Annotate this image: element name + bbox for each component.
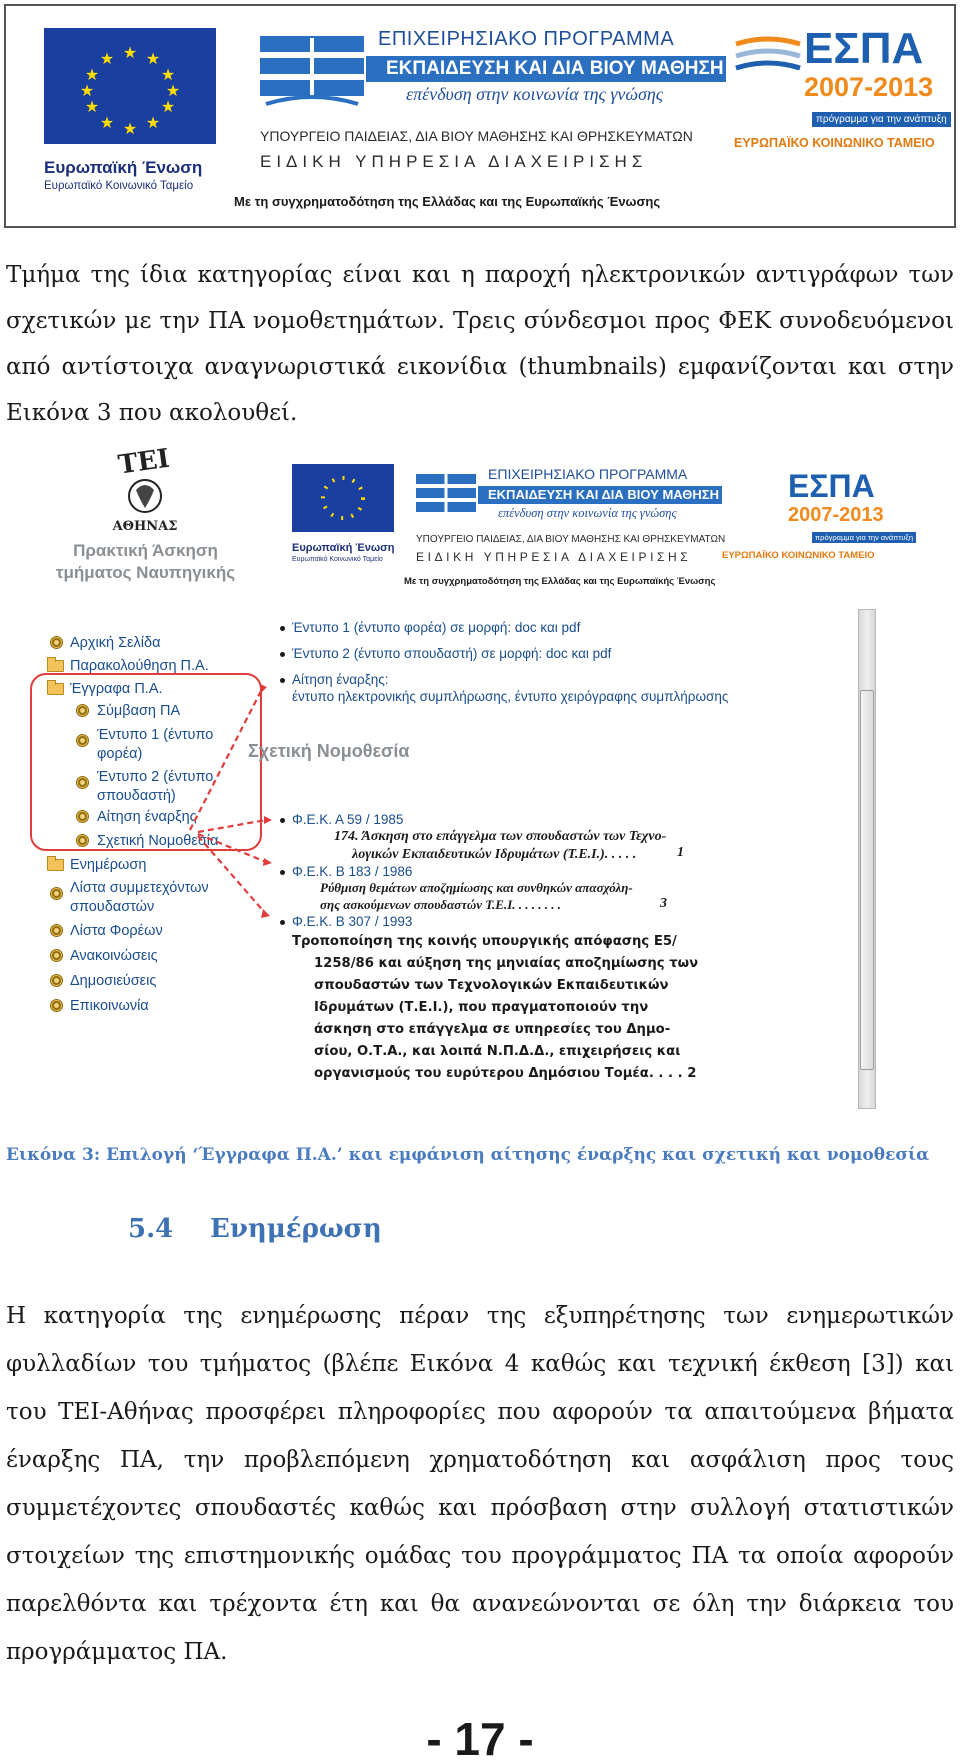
list-bullet-icon: [280, 920, 285, 925]
fek3-line: Τροποποίηση της κοινής υπουργικής απόφασης Ε5/: [292, 934, 677, 949]
sidebar-item-label: Ανακοινώσεις: [70, 948, 158, 964]
list-bullet-icon: [280, 652, 285, 657]
fek1-thumbnail-line1[interactable]: 174. Άσκηση στο επάγγελμα των σπουδαστών των Τεχνο-: [334, 829, 667, 844]
program-name: ΕΚΠΑΙΔΕΥΣΗ ΚΑΙ ΔΙΑ ΒΙΟΥ ΜΑΘΗΣΗ: [386, 58, 724, 79]
svg-text:ΑΘΗΝΑΣ: ΑΘΗΝΑΣ: [112, 519, 178, 534]
list-bullet-icon: [280, 678, 285, 683]
figure-program-title: ΕΠΙΧΕΙΡΗΣΙΑΚΟ ΠΡΟΓΡΑΜΜΑ: [488, 466, 688, 482]
scrollbar-thumb[interactable]: [860, 690, 874, 1070]
espa-logo-text: ΕΣΠΑ: [804, 24, 924, 73]
svg-text:★: ★: [84, 65, 100, 84]
svg-text:★: ★: [99, 113, 115, 132]
tei-caption-line1: Πρακτική Άσκηση: [73, 541, 218, 560]
sidebar-item-label: Έντυπο 2 (έντυπο: [97, 769, 214, 785]
link-form2[interactable]: Έντυπο 2 (έντυπο σπουδαστή) σε μορφή: doc και pdf: [292, 646, 612, 661]
sidebar-item-label: Αίτηση έναρξης: [97, 809, 197, 825]
content-panel: [248, 609, 862, 1119]
section-number: 5.4: [128, 1214, 174, 1244]
sidebar-item-label-cont: σπουδαστή): [97, 788, 176, 804]
figure-program-name: ΕΚΠΑΙΔΕΥΣΗ ΚΑΙ ΔΙΑ ΒΙΟΥ ΜΑΘΗΣΗ: [488, 487, 719, 502]
svg-text:★: ★: [160, 65, 176, 84]
cofunding-note: Με τη συγχρηματοδότηση της Ελλάδας και της Ευρωπαϊκής Ένωσης: [234, 194, 661, 209]
list-bullet-icon: [280, 870, 285, 875]
figure-espa-text: ΕΣΠΑ: [788, 468, 875, 504]
sidebar-item-label-cont: φορέα): [97, 746, 143, 762]
fek3-line: σπουδαστών των Τεχνολογικών Εκπαιδευτικών: [314, 978, 669, 993]
service-name: ΕΙΔΙΚΗ ΥΠΗΡΕΣΙΑ ΔΙΑΧΕΙΡΙΣΗΣ: [260, 152, 648, 171]
sidebar-item-label: Σχετική Νομοθεσία: [97, 833, 219, 849]
start-request-label: Αίτηση έναρξης:: [292, 672, 389, 687]
svg-text:★: ★: [122, 119, 138, 138]
sidebar-item-label: Λίστα συμμετεχόντων: [70, 880, 209, 896]
fek3-line: Ιδρυμάτων (Τ.Ε.Ι.), που πραγματοποιούν την: [314, 1000, 649, 1015]
link-fek-b183-1986[interactable]: Φ.Ε.Κ. Β 183 / 1986: [292, 864, 413, 879]
fek3-line: οργανισμούς του ευρύτερου Δημόσιου Τομέα. . . . 2: [314, 1066, 697, 1081]
figure-eu-title: Ευρωπαϊκή Ένωση: [292, 542, 395, 554]
espa-waves-icon: [734, 34, 802, 78]
link-form1[interactable]: Έντυπο 1 (έντυπο φορέα) σε μορφή: doc και pdf: [292, 620, 581, 635]
figure-espa-tagline: πρόγραμμα για την ανάπτυξη: [812, 532, 916, 543]
legislation-section-title: Σχετική Νομοθεσία: [248, 741, 410, 761]
svg-text:★: ★: [145, 113, 161, 132]
fek1-page-num: 1: [677, 845, 684, 860]
sidebar-item-label: Ενημέρωση: [70, 857, 147, 873]
tei-caption-line2: τμήματος Ναυπηγικής: [55, 563, 236, 582]
svg-text:★: ★: [122, 43, 138, 62]
sidebar-item-label-cont: σπουδαστών: [70, 899, 155, 915]
intro-paragraph: Τμήμα της ίδια κατηγορίας είναι και η παροχή ηλεκτρονικών αντιγράφων των σχετικών με την ΠΑ νομοθετημάτων. Τρεις σύνδεσμοι προς ΦΕΚ συνοδευόμενοι από αντίστοιχα αναγνωριστικά εικονίδια (thumbnails) εμφανίζονται και στην Εικόνα 3 που ακολουθεί.: [6, 262, 954, 426]
eu-title: Ευρωπαϊκή Ένωση: [44, 158, 203, 177]
fek3-line: 1258/86 και αύξηση της μηνιαίας αποζημίωσης των: [314, 956, 699, 971]
espa-years: 2007-2013: [804, 72, 934, 102]
sidebar-item-label: Λίστα Φορέων: [70, 923, 163, 939]
sidebar-item-label: Σύμβαση ΠΑ: [97, 703, 181, 719]
ministry-name: ΥΠΟΥΡΓΕΙΟ ΠΑΙΔΕΙΑΣ, ΔΙΑ ΒΙΟΥ ΜΑΘΗΣΗΣ ΚΑΙ ΘΡΗΣΚΕΥΜΑΤΩΝ: [260, 128, 693, 144]
figure-cofunding: Με τη συγχρηματοδότηση της Ελλάδας και της Ευρωπαϊκής Ένωσης: [404, 576, 716, 587]
figure-caption: Εικόνα 3: Επιλογή ‘Έγγραφα Π.Α.’ και εμφάνιση αίτησης έναρξης και σχετική και νομοθεσία: [6, 1145, 930, 1165]
espa-tagline: πρόγραμμα για την ανάπτυξη: [812, 112, 951, 127]
section-heading: [128, 1214, 382, 1244]
sidebar-item-label: Έγγραφα Π.Α.: [70, 681, 163, 697]
link-start-request-forms[interactable]: έντυπο ηλεκτρονικής συμπλήρωσης, έντυπο χειρόγραφης συμπλήρωσης: [292, 689, 729, 704]
svg-text:★: ★: [79, 81, 95, 100]
list-bullet-icon: [280, 818, 285, 823]
page-number: - 17 -: [426, 1713, 534, 1760]
sidebar-item-label: Επικοινωνία: [70, 998, 149, 1014]
section-paragraph: Η κατηγορία της ενημέρωσης πέραν της εξυπηρέτησης των ενημερωτικών φυλλαδίων του τμήματος (βλέπε Εικόνα 4 καθώς και τεχνική έκθεση [3]) και του ΤΕΙ-Αθήνας προσφέρει πληροφορίες που αφορούν τα απαιτούμενα βήματα έναρξης ΠΑ, την προβλεπόμενη χρηματοδότηση και ασφάλιση προς τους συμμετέχοντες σπουδαστές καθώς και πρόσβαση στην συλλογή στατιστικών στοιχείων της επιστημονικής ομάδας του προγράμματος ΠΑ τα οποία αφορούν παρελθόντα και τρέχοντα έτη και θα ανανεώνονται σε όλη την διάρκεια του προγράμματος ΠΑ.: [6, 1303, 954, 1665]
svg-text:★: ★: [145, 49, 161, 68]
sidebar-item-label: Έντυπο 1 (έντυπο: [97, 727, 214, 743]
eu-subtitle: Ευρωπαϊκό Κοινωνικό Ταμείο: [44, 180, 194, 192]
fek2-thumbnail-line2[interactable]: σης ασκούμενων σπουδαστών Τ.Ε.Ι. . . . . . . .: [320, 897, 562, 912]
sidebar-item-label: Παρακολούθηση Π.Α.: [70, 658, 209, 674]
list-bullet-icon: [280, 626, 285, 631]
figure-service: ΕΙΔΙΚΗ ΥΠΗΡΕΣΙΑ ΔΙΑΧΕΙΡΙΣΗΣ: [416, 550, 692, 564]
link-fek-a59-1985[interactable]: Φ.Ε.Κ. Α 59 / 1985: [292, 812, 404, 827]
fek2-page-num: 3: [660, 896, 667, 911]
figure-eu-subtitle: Ευρωπαϊκό Κοινωνικό Ταμείο: [292, 556, 383, 563]
svg-text:★: ★: [160, 97, 176, 116]
eu-logo-block: [44, 28, 224, 192]
figure-3-screenshot: [20, 444, 945, 1120]
fek2-thumbnail-line1[interactable]: Ρύθμιση θεμάτων αποζημίωσης και συνθηκών απασχόλη-: [320, 880, 633, 895]
svg-text:★: ★: [165, 81, 181, 100]
svg-text:★: ★: [84, 97, 100, 116]
svg-text:★: ★: [99, 49, 115, 68]
program-slogan: επένδυση στην κοινωνία της γνώσης: [406, 84, 664, 104]
scrollbar[interactable]: [858, 609, 876, 1109]
section-title: Ενημέρωση: [210, 1214, 382, 1244]
fek3-line: σίου, Ο.Τ.Α., και λοιπά Ν.Π.Δ.Δ., επιχειρήσεις και: [314, 1044, 681, 1059]
figure-program-slogan: επένδυση στην κοινωνία της γνώσης: [498, 506, 677, 520]
fek3-thumbnail[interactable]: [292, 931, 698, 1085]
link-fek-b307-1993[interactable]: Φ.Ε.Κ. Β 307 / 1993: [292, 914, 413, 929]
figure-espa-years: 2007-2013: [788, 504, 884, 526]
top-banner: [4, 4, 956, 228]
figure-ministry: ΥΠΟΥΡΓΕΙΟ ΠΑΙΔΕΙΑΣ, ΔΙΑ ΒΙΟΥ ΜΑΘΗΣΗΣ ΚΑΙ ΘΡΗΣΚΕΥΜΑΤΩΝ: [416, 534, 726, 545]
svg-text:ΤΕΙ: ΤΕΙ: [116, 444, 172, 481]
figure-espa-fund: ΕΥΡΩΠΑΪΚΟ ΚΟΙΝΩΝΙΚΟ ΤΑΜΕΙΟ: [722, 550, 875, 561]
sidebar-item-label: Δημοσιεύσεις: [70, 973, 157, 989]
program-title: ΕΠΙΧΕΙΡΗΣΙΑΚΟ ΠΡΟΓΡΑΜΜΑ: [378, 28, 675, 50]
fek1-thumbnail-line2[interactable]: λογικών Εκπαιδευτικών Ιδρυμάτων (Τ.Ε.Ι.). . . . .: [352, 847, 637, 862]
fek3-line: άσκηση στο επάγγελμα σε υπηρεσίες του Δημο-: [314, 1022, 671, 1037]
espa-fund: ΕΥΡΩΠΑΪΚΟ ΚΟΙΝΩΝΙΚΟ ΤΑΜΕΙΟ: [734, 136, 935, 150]
sidebar-item-label: Αρχική Σελίδα: [70, 635, 161, 651]
program-book-icon: [256, 30, 368, 110]
eu-flag-icon: [44, 28, 216, 144]
